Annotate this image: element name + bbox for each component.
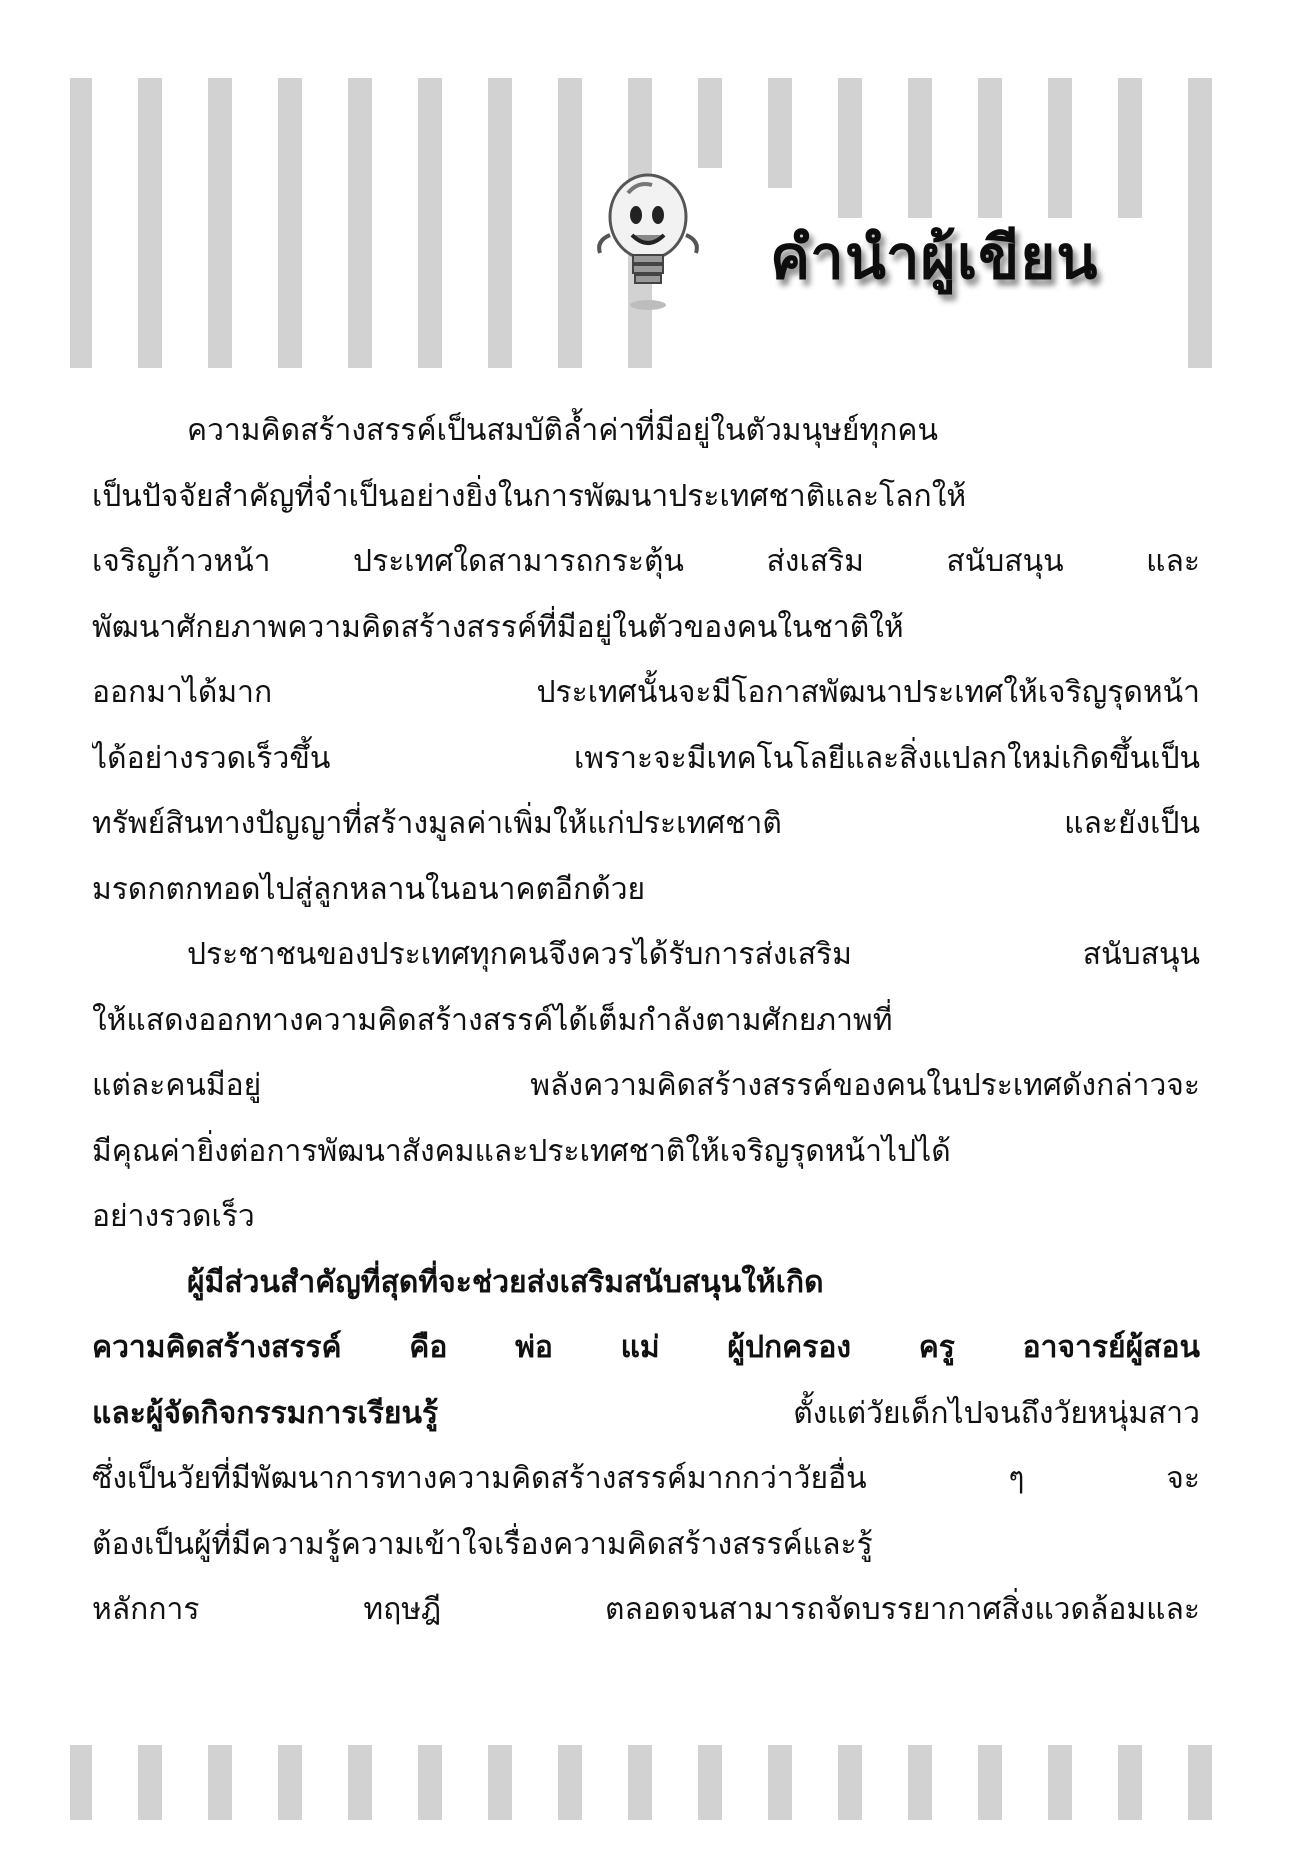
text-line: พัฒนาศักยภาพความคิดสร้างสรรค์ที่มีอยู่ในตัวของคนในชาติให้ xyxy=(92,609,904,645)
stripe xyxy=(698,78,722,168)
stripe xyxy=(70,1745,92,1820)
paragraph xyxy=(92,398,1200,922)
text-line: แต่ละคนมีอยู่ พลังความคิดสร้างสรรค์ของคนในประเทศดังกล่าวจะ xyxy=(92,1068,1200,1103)
stripe xyxy=(838,78,862,218)
text-line: ซึ่งเป็นวัยที่มีพัฒนาการทางความคิดสร้างสรรค์มากกว่าวัยอื่น ๆ จะ xyxy=(92,1461,1200,1496)
stripe xyxy=(278,78,302,368)
stripe xyxy=(1188,1745,1212,1820)
stripe xyxy=(628,1745,652,1820)
lightbulb-mascot-icon xyxy=(588,165,708,315)
stripe xyxy=(1048,1745,1072,1820)
stripe xyxy=(768,78,792,188)
stripe xyxy=(1118,78,1142,218)
stripe xyxy=(908,78,932,218)
text-line: ประชาชนของประเทศทุกคนจึงควรได้รับการส่งเสริม สนับสนุน xyxy=(187,937,1200,972)
bold-text-line: ผู้มีส่วนสำคัญที่สุดที่จะช่วยส่งเสริมสนับสนุนให้เกิด xyxy=(187,1264,824,1300)
stripe xyxy=(558,1745,582,1820)
text-line: เจริญก้าวหน้า ประเทศใดสามารถกระตุ้น ส่งเสริม สนับสนุน และ xyxy=(92,544,1200,579)
foreword-body xyxy=(92,398,1200,1643)
stripe xyxy=(768,1745,792,1820)
stripe xyxy=(908,1745,932,1820)
stripe xyxy=(838,1745,862,1820)
text-line: ออกมาได้มาก ประเทศนั้นจะมีโอกาสพัฒนาประเทศให้เจริญรุดหน้า xyxy=(92,675,1200,710)
text-line: ทรัพย์สินทางปัญญาที่สร้างมูลค่าเพิ่มให้แก่ประเทศชาติ และยังเป็น xyxy=(92,806,1200,841)
text-line: อย่างรวดเร็ว xyxy=(92,1199,255,1234)
text-line: หลักการ ทฤษฎี ตลอดจนสามารถจัดบรรยากาศสิ่งแวดล้อมและ xyxy=(92,1592,1200,1627)
paragraph xyxy=(92,1250,1200,1643)
text-line: ความคิดสร้างสรรค์เป็นสมบัติล้ำค่าที่มีอยู่ในตัวมนุษย์ทุกคน xyxy=(187,413,938,448)
text-segment: ตั้งแต่วัยเด็กไปจนถึงวัยหนุ่มสาว xyxy=(793,1395,1200,1431)
stripe xyxy=(208,1745,232,1820)
stripe xyxy=(978,1745,1002,1820)
text-line: มีคุณค่ายิ่งต่อการพัฒนาสังคมและประเทศชาติให้เจริญรุดหน้าไปได้ xyxy=(92,1133,951,1169)
stripe xyxy=(488,1745,512,1820)
text-line: ต้องเป็นผู้ที่มีความรู้ความเข้าใจเรื่องความคิดสร้างสรรค์และรู้ xyxy=(92,1526,873,1562)
text-line: เป็นปัจจัยสำคัญที่จำเป็นอย่างยิ่งในการพัฒนาประเทศชาติและโลกให้ xyxy=(92,478,967,514)
stripe xyxy=(1118,1745,1142,1820)
footer-stripes xyxy=(70,1745,1220,1820)
stripe xyxy=(978,78,1002,218)
stripe xyxy=(418,1745,442,1820)
stripe xyxy=(278,1745,302,1820)
stripe xyxy=(558,78,582,368)
bold-text-segment: และผู้จัดกิจกรรมการเรียนรู้ xyxy=(92,1395,439,1431)
stripe xyxy=(208,78,232,368)
text-line xyxy=(92,1381,1200,1447)
stripe xyxy=(418,78,442,368)
stripe xyxy=(70,78,92,368)
bold-text-line: ความคิดสร้างสรรค์ คือ พ่อ แม่ ผู้ปกครอง ครู อาจารย์ผู้สอน xyxy=(92,1330,1200,1365)
stripe xyxy=(488,78,512,368)
stripe xyxy=(348,78,372,368)
page-title: คำนำผู้เขียน xyxy=(770,223,1099,293)
stripe xyxy=(138,1745,162,1820)
stripe xyxy=(1048,78,1072,218)
text-line: มรดกตกทอดไปสู่ลูกหลานในอนาคตอีกด้วย xyxy=(92,871,646,907)
text-line: ให้แสดงออกทางความคิดสร้างสรรค์ได้เต็มกำลังตามศักยภาพที่ xyxy=(92,1002,893,1038)
stripe xyxy=(1188,78,1212,368)
stripe xyxy=(348,1745,372,1820)
stripe xyxy=(138,78,162,368)
paragraph xyxy=(92,922,1200,1250)
stripe xyxy=(698,1745,722,1820)
text-line: ได้อย่างรวดเร็วขึ้น เพราะจะมีเทคโนโลยีและสิ่งแปลกใหม่เกิดขึ้นเป็น xyxy=(92,740,1200,776)
